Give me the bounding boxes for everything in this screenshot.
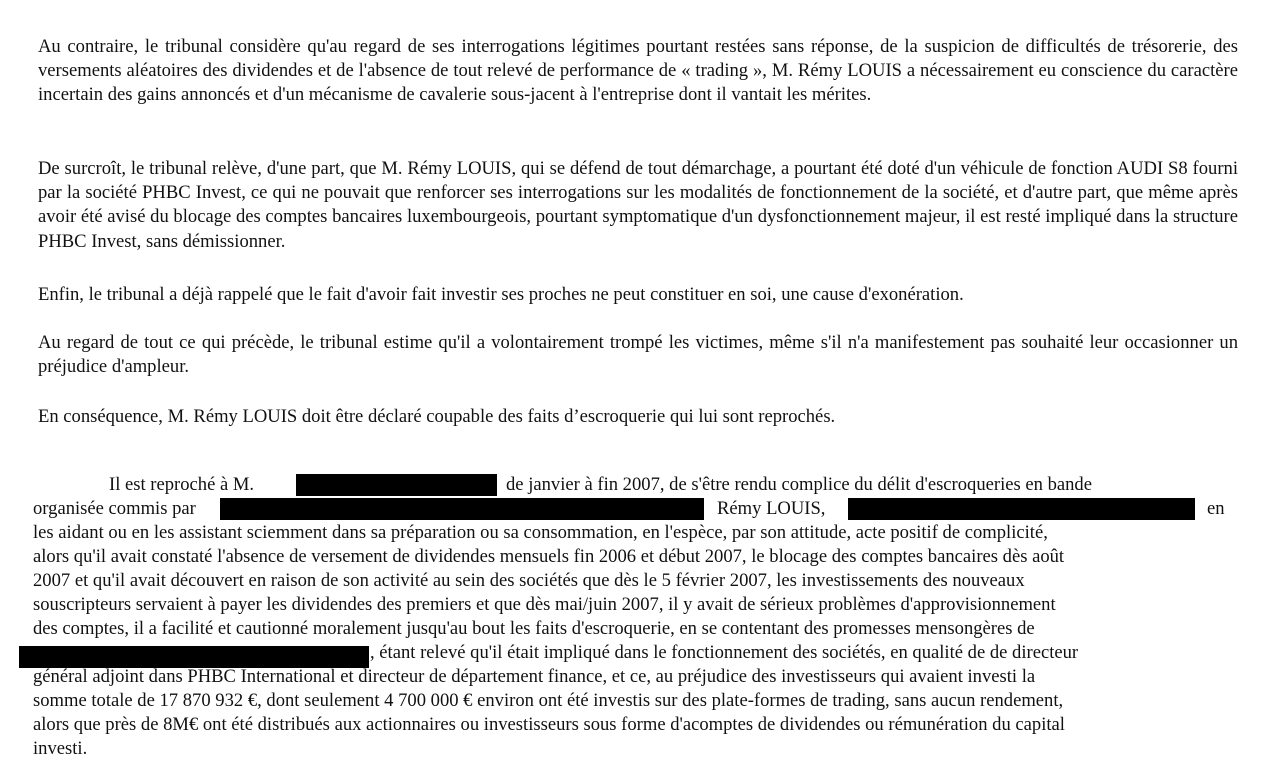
line-11: alors que près de 8M€ ont été distribués aux actionnaires ou investisseurs sous forme d'acomptes de dividendes ou rémunération du capital (33, 714, 1065, 735)
paragraph-vehicle: De surcroît, le tribunal relève, d'une part, que M. Rémy LOUIS, qui se défend de tout démarchage, a pourtant été doté d'un véhicule de fonction AUDI S8 fourni par la société PHBC Invest, ce qui ne pouvait que renforcer ses interrogations sur les modalités de fonctionnement de la société, et d'autre part, que même après avoir été avisé du blocage des comptes bancaires luxembourgeois, pourtant symptomatique d'un dysfonctionnement majeur, il est resté impliqué dans la structure PHBC Invest, sans démissionner. (38, 158, 1238, 252)
redacted-section (33, 473, 1233, 773)
paragraph-relatives: Enfin, le tribunal a déjà rappelé que le fait d'avoir fait investir ses proches ne peut constituer en soi, une cause d'exonération. (38, 284, 964, 305)
line-4: alors qu'il avait constaté l'absence de versement de dividendes mensuels fin 2006 et début 2007, le blocage des comptes bancaires dès août (33, 546, 1065, 567)
line-2b: Rémy LOUIS, (717, 498, 826, 519)
redaction-bar (296, 474, 497, 496)
line-8: , étant relevé qu'il était impliqué dans le fonctionnement des sociétés, en qualité de de directeur (370, 642, 1079, 663)
line-7: des comptes, il a facilité et cautionné moralement jusqu'au bout les faits d'escroquerie, en se contentant des promesses mensongères de (33, 618, 1035, 639)
line-6: souscripteurs servaient à payer les dividendes des premiers et que dès mai/juin 2007, il y avait de sérieux problèmes d'approvisionnement (33, 594, 1056, 615)
line-1a: Il est reproché à M. (109, 474, 255, 495)
line-5: 2007 et qu'il avait découvert en raison de son activité au sein des sociétés que dès le 5 février 2007, les investissements des nouveaux (33, 570, 1025, 591)
paragraph-knowledge: Au contraire, le tribunal considère qu'au regard de ses interrogations légitimes pourtant restées sans réponse, de la suspicion de difficultés de trésorerie, des versements aléatoires des dividendes et de l'absence de tout relevé de performance de « trading », M. Rémy LOUIS a nécessairement eu conscience du caractère incertain des gains annoncés et d'un mécanisme de cavalerie sous-jacent à l'entreprise dont il vantait les mérites. (38, 36, 1238, 106)
paragraph-conclusion: En conséquence, M. Rémy LOUIS doit être déclaré coupable des faits d’escroquerie qui lui sont reprochés. (38, 406, 836, 427)
line-10: somme totale de 17 870 932 €, dont seulement 4 700 000 € environ ont été investis sur des plate-formes de trading, sans aucun rendement, (33, 690, 1064, 711)
line-2c: en (1207, 498, 1225, 519)
line-1b: de janvier à fin 2007, de s'être rendu complice du délit d'escroqueries en bande (506, 474, 1092, 495)
line-12: investi. (33, 738, 88, 759)
line-3: les aidant ou en les assistant sciemment dans sa préparation ou sa consommation, en l'espèce, par son attitude, acte positif de complicité, (33, 522, 1048, 543)
line-9: général adjoint dans PHBC International et directeur de département finance, et ce, au préjudice des investisseurs qui avaient investi la (33, 666, 1036, 687)
redaction-bar (220, 498, 704, 520)
line-2a: organisée commis par (33, 498, 196, 519)
redaction-bar (848, 498, 1195, 520)
paragraph-deception: Au regard de tout ce qui précède, le tribunal estime qu'il a volontairement trompé les victimes, même s'il n'a manifestement pas souhaité leur occasionner un préjudice d'ampleur. (38, 332, 1238, 378)
